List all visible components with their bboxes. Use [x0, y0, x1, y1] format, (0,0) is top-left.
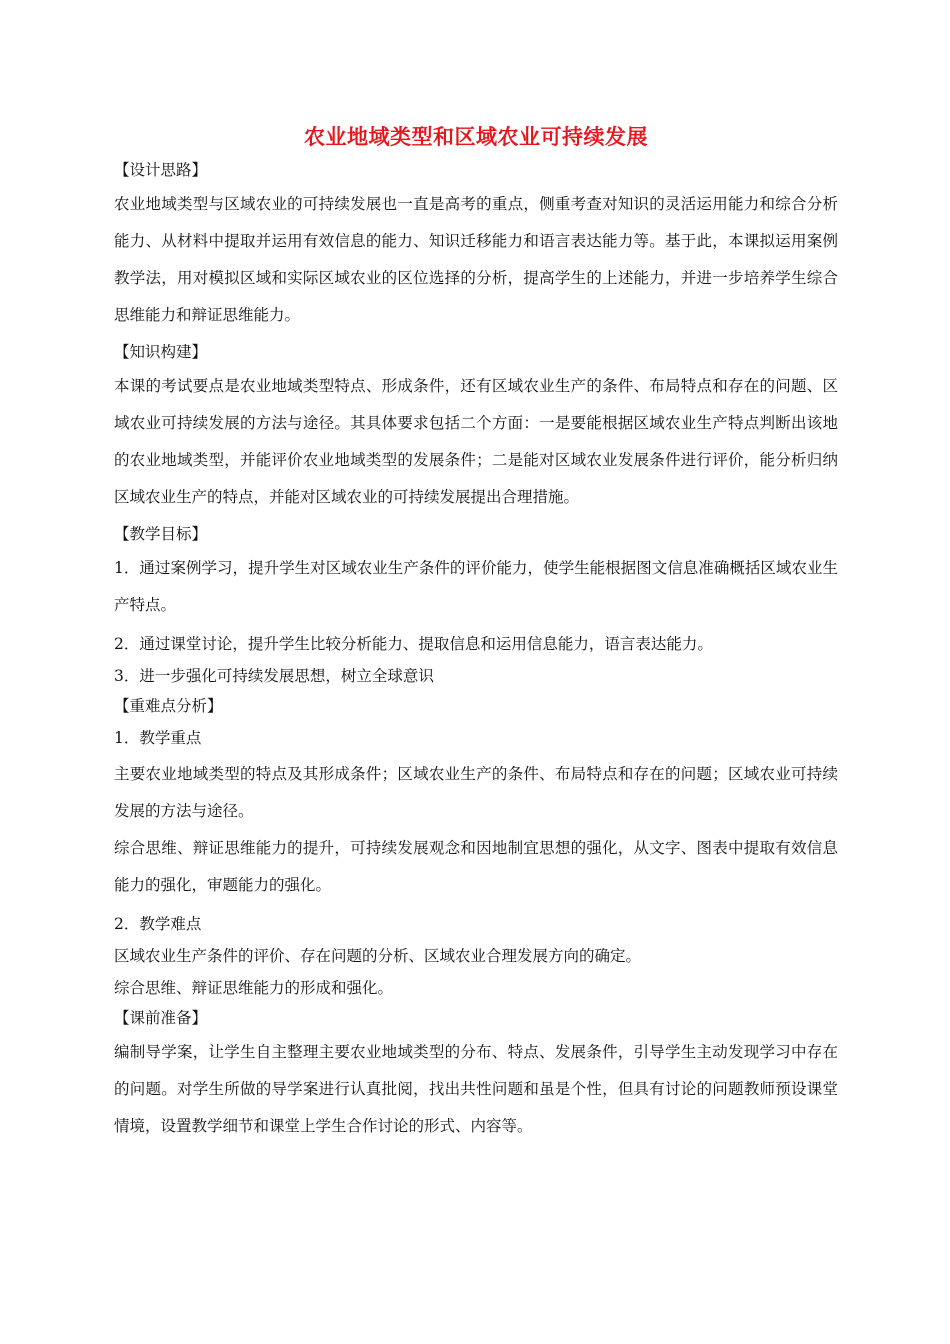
section-heading-objectives: 【教学目标】 — [114, 525, 208, 543]
section-heading-key-difficult: 【重难点分析】 — [114, 697, 223, 715]
knowledge-paragraph: 本课的考试要点是农业地域类型特点、形成条件，还有区域农业生产的条件、布局特点和存在的问题、区域农业可持续发展的方法与途径。其具体要求包括二个方面：一是要能根据区域农业生产特点判断出该地的农业地域类型，并能评价农业地域类型的发展条件；二是能对区域农业发展条件进行评价，能分析归纳区域农业生产的特点，并能对区域农业的可持续发展提出合理措施。 — [114, 377, 838, 506]
difficult-points-label: 2．教学难点 — [114, 915, 202, 933]
design-paragraph: 农业地域类型与区域农业的可持续发展也一直是高考的重点，侧重考查对知识的灵活运用能力和综合分析能力、从材料中提取并运用有效信息的能力、知识迁移能力和语言表达能力等。基于此，本课拟运用案例教学法，用对模拟区域和实际区域农业的区位选择的分析，提高学生的上述能力，并进一步培养学生综合思维能力和辩证思维能力。 — [114, 195, 838, 324]
key-points-paragraph-2: 综合思维、辩证思维能力的提升，可持续发展观念和因地制宜思想的强化，从文字、图表中提取有效信息能力的强化，审题能力的强化。 — [114, 839, 838, 894]
objective-item-2: 2．通过课堂讨论，提升学生比较分析能力、提取信息和运用信息能力，语言表达能力。 — [114, 635, 713, 653]
section-heading-knowledge: 【知识构建】 — [114, 343, 208, 361]
key-points-paragraph-1: 主要农业地域类型的特点及其形成条件；区域农业生产的条件、布局特点和存在的问题；区域农业可持续发展的方法与途径。 — [114, 765, 838, 820]
objective-item-3: 3．进一步强化可持续发展思想，树立全球意识 — [114, 667, 434, 685]
key-points-label: 1．教学重点 — [114, 729, 202, 747]
difficult-points-paragraph-1: 区域农业生产条件的评价、存在问题的分析、区域农业合理发展方向的确定。 — [114, 947, 642, 965]
difficult-points-paragraph-2: 综合思维、辩证思维能力的形成和强化。 — [114, 979, 394, 997]
preparation-paragraph: 编制导学案，让学生自主整理主要农业地域类型的分布、特点、发展条件，引导学生主动发现学习中存在的问题。对学生所做的导学案进行认真批阅，找出共性问题和虽是个性，但具有讨论的问题教师预设课堂情境，设置教学细节和课堂上学生合作讨论的形式、内容等。 — [114, 1043, 838, 1135]
objective-item-1: 1．通过案例学习，提升学生对区域农业生产条件的评价能力，使学生能根据图文信息准确概括区域农业生产特点。 — [114, 559, 838, 614]
document-title: 农业地域类型和区域农业可持续发展 — [304, 124, 648, 149]
section-heading-preparation: 【课前准备】 — [114, 1009, 208, 1027]
section-heading-design: 【设计思路】 — [114, 161, 208, 179]
